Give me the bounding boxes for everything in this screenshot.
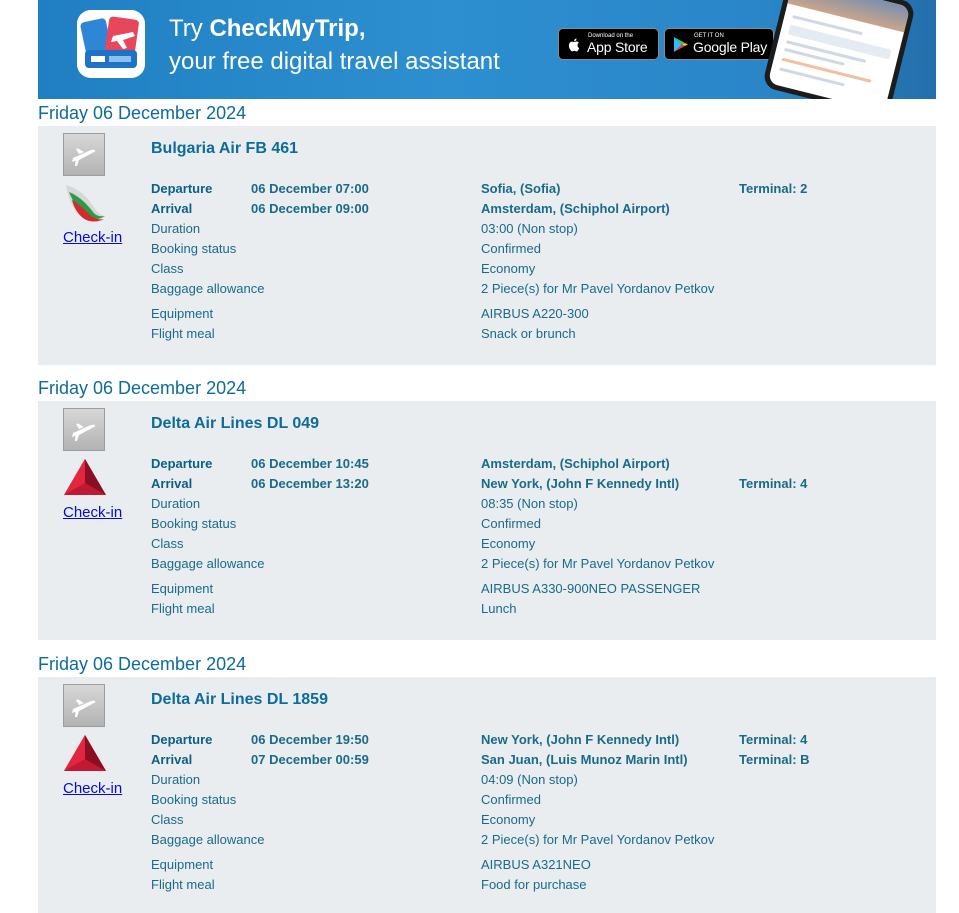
duration-value: 03:00 (Non stop)	[481, 221, 578, 236]
departure-row	[151, 730, 911, 750]
baggage-row	[151, 279, 911, 299]
baggage-row	[151, 830, 911, 850]
departure-terminal: Terminal: 4	[739, 732, 808, 747]
flight-title: Delta Air Lines DL 1859	[151, 691, 328, 708]
meal-row	[151, 324, 911, 344]
arrival-place: San Juan, (Luis Munoz Marin Intl)	[481, 752, 688, 767]
equipment-row	[151, 304, 911, 324]
class-row	[151, 534, 911, 554]
arrival-label: Arrival	[151, 201, 193, 216]
meal-label: Flight meal	[151, 877, 215, 892]
meal-label: Flight meal	[151, 326, 215, 341]
meal-value: Snack or brunch	[481, 326, 576, 341]
meal-row	[151, 875, 911, 895]
banner-try-text: Try	[169, 15, 210, 42]
booking-status-value: Confirmed	[481, 792, 541, 807]
arrival-row	[151, 474, 911, 494]
duration-value: 08:35 (Non stop)	[481, 496, 578, 511]
flight-segment	[38, 126, 936, 365]
arrival-time: 06 December 13:20	[251, 476, 369, 491]
class-value: Economy	[481, 812, 536, 827]
equipment-value: AIRBUS A321NEO	[481, 857, 591, 872]
banner-subtitle: your free digital travel assistant	[169, 48, 500, 75]
checkin-link[interactable]: Check-in	[63, 780, 123, 797]
arrival-row	[151, 199, 911, 219]
flight-type-icon	[63, 408, 105, 451]
flight-details	[151, 454, 911, 619]
equipment-label: Equipment	[151, 581, 214, 596]
checkmytrip-app-icon	[77, 10, 145, 78]
booking-status-row	[151, 790, 911, 810]
segment-date-header: Friday 06 December 2024	[38, 378, 247, 398]
departure-time: 06 December 07:00	[251, 181, 369, 196]
equipment-value: AIRBUS A330-900NEO PASSENGER	[481, 581, 701, 596]
baggage-value: 2 Piece(s) for Mr Pavel Yordanov Petkov	[481, 832, 715, 847]
duration-label: Duration	[151, 221, 201, 236]
arrival-label: Arrival	[151, 752, 193, 767]
class-row	[151, 810, 911, 830]
booking-status-row	[151, 239, 911, 259]
baggage-value: 2 Piece(s) for Mr Pavel Yordanov Petkov	[481, 556, 715, 571]
checkmytrip-banner[interactable]	[38, 0, 936, 99]
google-play-small-text: GET IT ON	[694, 33, 724, 39]
class-value: Economy	[481, 536, 536, 551]
departure-label: Departure	[151, 456, 213, 471]
google-play-label: Google Play	[693, 39, 768, 55]
flight-segment	[38, 401, 936, 640]
phone-mockup-image	[762, 0, 917, 99]
duration-row	[151, 494, 911, 514]
app-store-small-text: Download on the	[588, 33, 634, 39]
duration-row	[151, 770, 911, 790]
banner-tagline	[169, 12, 500, 78]
departure-place: Sofia, (Sofia)	[481, 181, 561, 196]
arrival-label: Arrival	[151, 476, 193, 491]
meal-value: Food for purchase	[481, 877, 587, 892]
app-store-button[interactable]	[558, 28, 659, 60]
departure-label: Departure	[151, 181, 213, 196]
booking-status-label: Booking status	[151, 792, 237, 807]
flight-segment	[38, 677, 936, 913]
meal-label: Flight meal	[151, 601, 215, 616]
class-row	[151, 259, 911, 279]
delta-logo	[63, 733, 107, 775]
duration-label: Duration	[151, 496, 201, 511]
duration-row	[151, 219, 911, 239]
equipment-value: AIRBUS A220-300	[481, 306, 589, 321]
baggage-row	[151, 554, 911, 574]
arrival-place: Amsterdam, (Schiphol Airport)	[481, 201, 670, 216]
duration-label: Duration	[151, 772, 201, 787]
google-play-icon	[672, 36, 689, 53]
departure-place: Amsterdam, (Schiphol Airport)	[481, 456, 670, 471]
arrival-time: 07 December 00:59	[251, 752, 369, 767]
arrival-row	[151, 750, 911, 770]
class-label: Class	[151, 812, 184, 827]
checkin-link[interactable]: Check-in	[63, 504, 123, 521]
class-label: Class	[151, 261, 184, 276]
arrival-place: New York, (John F Kennedy Intl)	[481, 476, 680, 491]
app-store-label: App Store	[587, 39, 648, 55]
baggage-value: 2 Piece(s) for Mr Pavel Yordanov Petkov	[481, 281, 715, 296]
baggage-label: Baggage allowance	[151, 281, 265, 296]
equipment-row	[151, 855, 911, 875]
flight-title: Bulgaria Air FB 461	[151, 140, 299, 157]
delta-logo	[63, 457, 107, 499]
bulgaria-air-logo	[63, 182, 107, 224]
departure-place: New York, (John F Kennedy Intl)	[481, 732, 680, 747]
baggage-label: Baggage allowance	[151, 556, 265, 571]
departure-row	[151, 454, 911, 474]
equipment-row	[151, 579, 911, 599]
apple-icon	[566, 36, 583, 53]
departure-label: Departure	[151, 732, 213, 747]
booking-status-label: Booking status	[151, 516, 237, 531]
arrival-time: 06 December 09:00	[251, 201, 369, 216]
flight-title: Delta Air Lines DL 049	[151, 415, 320, 432]
flight-type-icon	[63, 684, 105, 727]
arrival-terminal: Terminal: B	[739, 752, 810, 767]
baggage-label: Baggage allowance	[151, 832, 265, 847]
equipment-label: Equipment	[151, 857, 214, 872]
flight-details	[151, 730, 911, 895]
booking-status-value: Confirmed	[481, 516, 541, 531]
meal-value: Lunch	[481, 601, 517, 616]
class-label: Class	[151, 536, 184, 551]
segment-date-header: Friday 06 December 2024	[38, 654, 247, 674]
flight-type-icon	[63, 133, 105, 176]
google-play-button[interactable]	[664, 28, 774, 60]
departure-terminal: Terminal: 2	[739, 181, 808, 196]
segment-date-header: Friday 06 December 2024	[38, 103, 247, 123]
flight-details	[151, 179, 911, 344]
booking-status-label: Booking status	[151, 241, 237, 256]
booking-status-row	[151, 514, 911, 534]
duration-value: 04:09 (Non stop)	[481, 772, 578, 787]
arrival-terminal: Terminal: 4	[739, 476, 808, 491]
banner-brand: CheckMyTrip,	[209, 15, 366, 42]
checkin-link[interactable]: Check-in	[63, 229, 123, 246]
class-value: Economy	[481, 261, 536, 276]
departure-time: 06 December 19:50	[251, 732, 369, 747]
booking-status-value: Confirmed	[481, 241, 541, 256]
departure-row	[151, 179, 911, 199]
equipment-label: Equipment	[151, 306, 214, 321]
departure-time: 06 December 10:45	[251, 456, 369, 471]
meal-row	[151, 599, 911, 619]
